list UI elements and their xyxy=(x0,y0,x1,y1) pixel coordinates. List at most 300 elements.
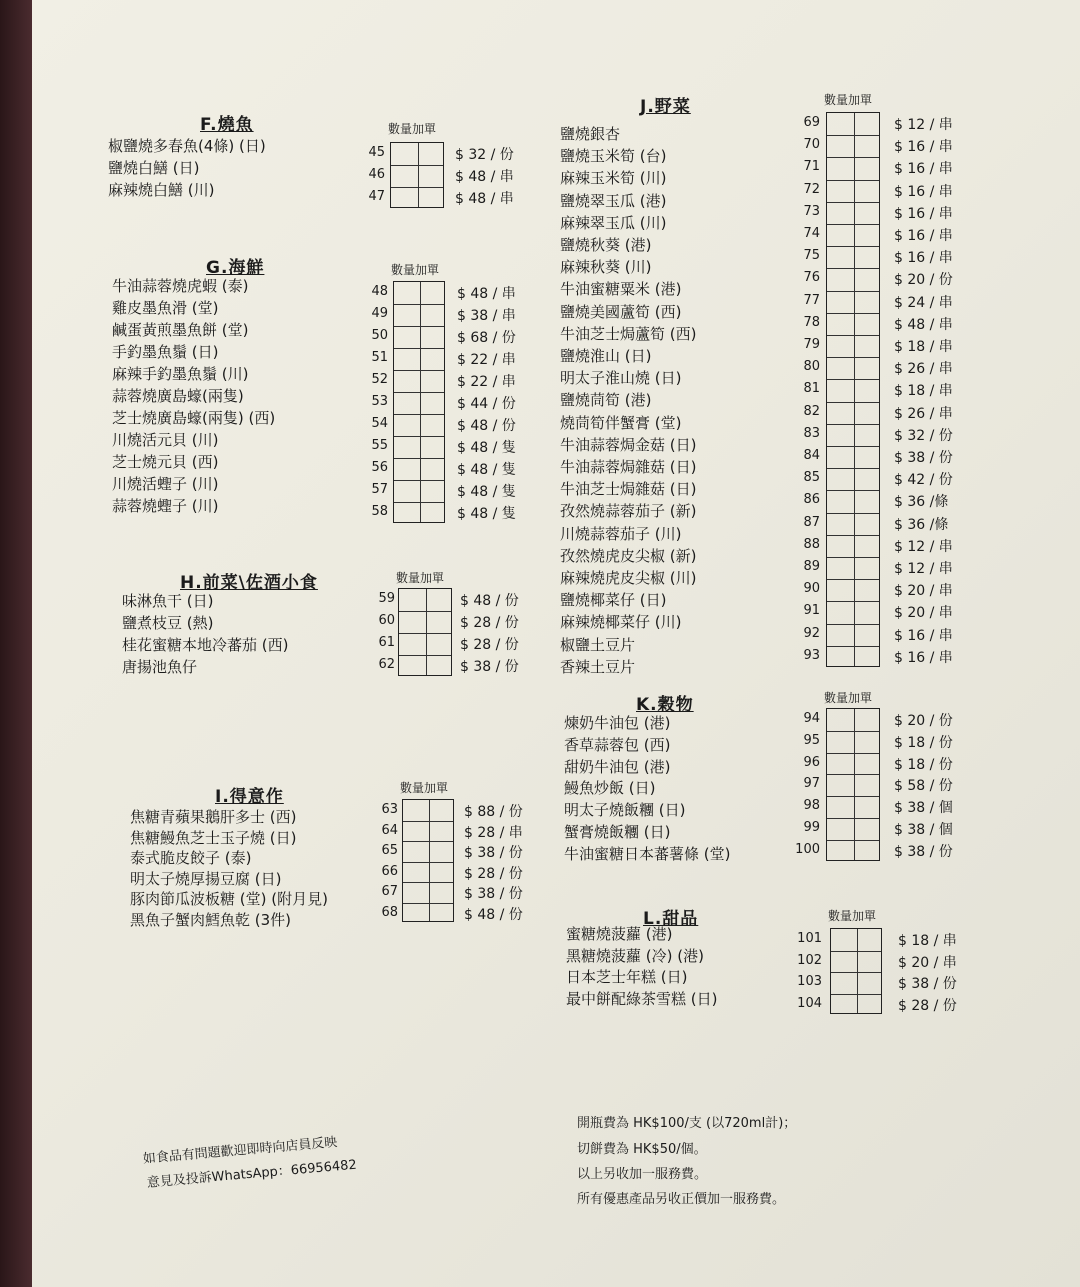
quantity-cell[interactable] xyxy=(402,840,428,861)
quantity-cell[interactable] xyxy=(853,730,880,752)
quantity-cell[interactable] xyxy=(826,645,853,667)
discount-service-note: 所有優惠產品另收正價加一服務費。 xyxy=(577,1192,786,1207)
menu-item-price: $ 26 / 串 xyxy=(894,361,953,378)
quantity-cell[interactable] xyxy=(826,839,853,861)
menu-item-number: 97 xyxy=(803,776,820,792)
quantity-cell[interactable] xyxy=(853,267,880,289)
quantity-cell[interactable] xyxy=(853,290,880,312)
quantity-cell[interactable] xyxy=(428,840,454,861)
table-edge xyxy=(0,0,32,1287)
quantity-cell[interactable] xyxy=(826,378,853,400)
menu-item-name: 川燒活蟶子 (川) xyxy=(112,475,219,493)
quantity-cell[interactable] xyxy=(853,223,880,245)
quantity-cell[interactable] xyxy=(826,578,853,600)
menu-item-number: 93 xyxy=(803,647,820,663)
menu-item-name: 鹽燒翠玉瓜 (港) xyxy=(560,191,667,210)
quantity-cell[interactable] xyxy=(853,445,880,467)
menu-item-name: 黑魚子蟹肉鱈魚乾 (3件) xyxy=(130,910,292,929)
menu-item-price: $ 16 / 串 xyxy=(894,183,953,200)
menu-item-number: 80 xyxy=(803,359,820,375)
menu-item-name: 黑糖燒菠蘿 (冷) (港) xyxy=(566,946,704,965)
quantity-cell[interactable] xyxy=(390,186,417,208)
section-title-f: F.燒魚 xyxy=(200,115,254,135)
menu-item-name: 麻辣秋葵 (川) xyxy=(560,258,652,277)
menu-item-name: 鹽燒白鱔 (日) xyxy=(108,159,200,177)
menu-item-name: 芝士燒廣島蠔(兩隻) (西) xyxy=(112,409,276,427)
menu-item-number: 64 xyxy=(381,822,398,838)
menu-item-name: 麻辣燒椰菜仔 (川) xyxy=(560,613,682,632)
menu-item-name: 牛油蒜蓉燒虎蝦 (泰) xyxy=(112,277,249,295)
service-charge-note: 以上另收加一服務費。 xyxy=(577,1167,708,1182)
quantity-cell[interactable] xyxy=(856,950,882,972)
menu-item-number: 49 xyxy=(371,306,388,321)
menu-item-price: $ 18 / 串 xyxy=(898,933,957,949)
menu-item-price: $ 48 / 隻 xyxy=(457,484,516,500)
menu-item-price: $ 48 / 串 xyxy=(457,286,516,302)
menu-item-number: 87 xyxy=(803,514,820,530)
menu-item-name: 明太子燒厚揚豆腐 (日) xyxy=(130,869,282,888)
menu-item-number: 91 xyxy=(803,603,820,619)
quantity-cell[interactable] xyxy=(393,281,419,303)
quantity-cell[interactable] xyxy=(830,928,856,950)
menu-item-price: $ 18 / 份 xyxy=(894,734,953,751)
menu-item-number: 68 xyxy=(381,904,398,920)
quantity-cell[interactable] xyxy=(826,156,853,178)
menu-item-price: $ 18 / 串 xyxy=(894,339,953,355)
quantity-cell[interactable] xyxy=(853,378,880,400)
quantity-cell[interactable] xyxy=(826,600,853,622)
menu-item-price: $ 28 / 串 xyxy=(464,824,523,841)
quantity-cell[interactable] xyxy=(856,928,882,950)
menu-item-number: 77 xyxy=(803,292,820,308)
menu-item-number: 102 xyxy=(797,952,822,968)
menu-item-price: $ 38 / 份 xyxy=(460,659,519,675)
quantity-cell[interactable] xyxy=(853,334,880,356)
quantity-cell[interactable] xyxy=(419,413,445,435)
menu-item-price: $ 38 / 個 xyxy=(894,822,953,838)
menu-item-name: 鹽煮枝豆 (熱) xyxy=(122,614,214,632)
menu-item-name: 麻辣翠玉瓜 (川) xyxy=(560,213,667,232)
menu-item-name: 泰式脆皮餃子 (泰) xyxy=(130,849,252,867)
menu-item-number: 48 xyxy=(371,284,388,299)
menu-item-price: $ 38 / 份 xyxy=(898,976,957,992)
quantity-cell[interactable] xyxy=(853,600,880,622)
menu-item-name: 牛油蜜糖粟米 (港) xyxy=(560,280,682,299)
menu-item-price: $ 16 / 串 xyxy=(894,627,953,644)
quantity-cell[interactable] xyxy=(853,356,880,378)
quantity-cell[interactable] xyxy=(826,817,853,839)
menu-item-name: 明太子淮山燒 (日) xyxy=(560,369,682,388)
menu-item-name: 麻辣手釣墨魚鬚 (川) xyxy=(112,365,249,383)
menu-item-number: 85 xyxy=(803,470,820,486)
menu-item-name: 雞皮墨魚滑 (堂) xyxy=(112,299,219,317)
menu-item-name: 甜奶牛油包 (港) xyxy=(564,757,671,776)
quantity-cell[interactable] xyxy=(853,401,880,423)
quantity-cell[interactable] xyxy=(853,245,880,267)
quantity-cell[interactable] xyxy=(826,556,853,578)
menu-item-name: 鹽燒淮山 (日) xyxy=(560,347,652,365)
quantity-cell[interactable] xyxy=(398,588,425,610)
menu-item-name: 燒茼筍伴蟹膏 (堂) xyxy=(560,413,682,432)
quantity-cell[interactable] xyxy=(419,391,445,413)
menu-item-price: $ 32 / 份 xyxy=(894,427,953,444)
menu-item-number: 96 xyxy=(803,754,820,770)
quantity-cell[interactable] xyxy=(425,654,452,676)
menu-item-name: 蜜糖燒菠蘿 (港) xyxy=(566,925,673,943)
quantity-cell[interactable] xyxy=(826,401,853,423)
section-title-j: J.野菜 xyxy=(640,97,691,117)
section-title-h: H.前菜\佐酒小食 xyxy=(180,573,318,593)
menu-item-price: $ 16 / 串 xyxy=(894,649,953,666)
menu-item-name: 芝士燒元貝 (西) xyxy=(112,453,219,471)
menu-item-price: $ 38 / 個 xyxy=(894,800,953,817)
quantity-cell[interactable] xyxy=(428,799,454,820)
menu-item-price: $ 18 / 串 xyxy=(894,383,953,400)
quantity-cell[interactable] xyxy=(393,501,419,523)
quantity-cell[interactable] xyxy=(393,369,419,391)
quantity-cell[interactable] xyxy=(419,457,445,479)
menu-item-number: 58 xyxy=(371,504,388,519)
quantity-label-i: 數量加單 xyxy=(400,781,449,795)
menu-item-number: 65 xyxy=(381,843,398,858)
menu-item-price: $ 38 / 份 xyxy=(464,886,523,902)
menu-item-price: $ 28 / 份 xyxy=(460,637,519,653)
quantity-cell[interactable] xyxy=(393,325,419,347)
menu-item-number: 95 xyxy=(803,732,820,748)
quantity-cell[interactable] xyxy=(398,610,425,632)
menu-item-number: 70 xyxy=(803,137,820,153)
quantity-cell[interactable] xyxy=(830,950,856,972)
menu-item-number: 89 xyxy=(803,559,820,574)
quantity-cell[interactable] xyxy=(826,467,853,489)
quantity-cell[interactable] xyxy=(826,623,853,645)
quantity-cell[interactable] xyxy=(425,632,452,654)
menu-item-price: $ 48 / 串 xyxy=(894,316,953,333)
quantity-cell[interactable] xyxy=(398,654,425,676)
quantity-cell[interactable] xyxy=(856,971,882,993)
quantity-cell[interactable] xyxy=(853,134,880,156)
quantity-cell[interactable] xyxy=(402,820,428,841)
menu-item-price: $ 28 / 份 xyxy=(464,865,523,882)
menu-item-name: 牛油芝士焗雜菇 (日) xyxy=(560,480,697,499)
quantity-cell[interactable] xyxy=(402,902,428,923)
quantity-cell[interactable] xyxy=(393,347,419,369)
menu-item-number: 86 xyxy=(803,492,820,508)
menu-item-price: $ 36 /條 xyxy=(894,516,949,533)
quantity-cell[interactable] xyxy=(853,623,880,645)
quantity-cell[interactable] xyxy=(853,112,880,134)
menu-item-name: 牛油蜜糖日本蕃薯條 (堂) xyxy=(564,844,731,863)
quantity-cell[interactable] xyxy=(398,632,425,654)
menu-item-number: 63 xyxy=(381,802,398,817)
menu-item-price: $ 12 / 串 xyxy=(894,538,953,555)
quantity-cell[interactable] xyxy=(393,303,419,325)
menu-item-number: 53 xyxy=(371,394,388,409)
menu-item-price: $ 20 / 份 xyxy=(894,713,953,729)
menu-item-number: 99 xyxy=(803,820,820,835)
quantity-cell[interactable] xyxy=(853,156,880,178)
menu-item-name: 牛油蒜蓉焗雜菇 (日) xyxy=(560,458,697,476)
section-title-l: L.甜品 xyxy=(643,909,699,929)
menu-item-name: 牛油芝士焗蘆筍 (西) xyxy=(560,324,697,343)
menu-item-number: 88 xyxy=(803,536,820,552)
menu-item-price: $ 16 / 串 xyxy=(894,139,953,156)
menu-item-number: 81 xyxy=(803,381,820,397)
menu-item-price: $ 20 / 串 xyxy=(894,605,953,622)
quantity-cell[interactable] xyxy=(853,489,880,511)
quantity-cell[interactable] xyxy=(853,839,880,861)
menu-item-price: $ 48 / 份 xyxy=(460,593,519,609)
menu-item-price: $ 20 / 串 xyxy=(894,583,953,600)
menu-item-number: 47 xyxy=(368,189,385,204)
quantity-cell[interactable] xyxy=(390,142,417,164)
quantity-cell[interactable] xyxy=(419,325,445,347)
menu-item-number: 69 xyxy=(803,115,820,130)
quantity-cell[interactable] xyxy=(830,971,856,993)
quantity-cell[interactable] xyxy=(402,881,428,902)
quantity-cell[interactable] xyxy=(428,881,454,902)
quantity-cell[interactable] xyxy=(393,391,419,413)
quantity-cell[interactable] xyxy=(419,369,445,391)
quantity-cell[interactable] xyxy=(417,186,444,208)
quantity-cell[interactable] xyxy=(853,752,880,774)
menu-item-number: 100 xyxy=(795,841,820,857)
quantity-cell[interactable] xyxy=(853,312,880,334)
menu-item-number: 79 xyxy=(803,337,820,352)
menu-item-number: 60 xyxy=(378,613,395,628)
feedback-note-1: 如食品有問題歡迎即時向店員反映 xyxy=(142,1134,338,1167)
menu-item-number: 73 xyxy=(803,203,820,219)
menu-item-number: 46 xyxy=(368,167,385,182)
menu-item-number: 98 xyxy=(803,798,820,814)
menu-item-name: 川燒活元貝 (川) xyxy=(112,431,219,449)
menu-item-price: $ 88 / 份 xyxy=(464,804,523,820)
section-title-i: I.得意作 xyxy=(215,787,284,807)
menu-item-name: 蟹膏燒飯糰 (日) xyxy=(564,823,671,841)
menu-item-price: $ 36 /條 xyxy=(894,494,949,511)
menu-item-name: 孜然燒蒜蓉茄子 (新) xyxy=(560,502,697,521)
menu-item-number: 62 xyxy=(378,657,395,672)
menu-item-name: 鹹蛋黃煎墨魚餅 (堂) xyxy=(112,321,249,339)
menu-item-number: 67 xyxy=(381,884,398,899)
menu-item-number: 90 xyxy=(803,581,820,597)
quantity-cell[interactable] xyxy=(826,423,853,445)
quantity-cell[interactable] xyxy=(826,179,853,201)
quantity-cell[interactable] xyxy=(826,201,853,223)
menu-item-number: 72 xyxy=(803,181,820,197)
menu-item-number: 104 xyxy=(797,995,822,1011)
quantity-cell[interactable] xyxy=(419,347,445,369)
menu-item-number: 84 xyxy=(803,448,820,463)
quantity-cell[interactable] xyxy=(419,435,445,457)
menu-item-price: $ 38 / 份 xyxy=(464,845,523,861)
menu-item-number: 50 xyxy=(371,328,388,343)
quantity-cell[interactable] xyxy=(853,708,880,730)
quantity-cell[interactable] xyxy=(826,334,853,356)
quantity-cell[interactable] xyxy=(417,164,444,186)
quantity-label-l: 數量加單 xyxy=(828,909,877,923)
menu-item-number: 92 xyxy=(803,625,820,641)
menu-item-name: 川燒蒜蓉茄子 (川) xyxy=(560,524,682,543)
menu-item-name: 椒鹽土豆片 xyxy=(560,635,636,654)
quantity-cell[interactable] xyxy=(826,312,853,334)
menu-item-name: 蒜蓉燒蟶子 (川) xyxy=(112,497,219,515)
quantity-cell[interactable] xyxy=(826,512,853,534)
menu-item-name: 味淋魚干 (日) xyxy=(122,592,214,610)
menu-item-name: 牛油蒜蓉焗金菇 (日) xyxy=(560,435,697,454)
menu-item-price: $ 48 / 隻 xyxy=(457,506,516,522)
menu-item-name: 鹽燒玉米筍 (台) xyxy=(560,147,667,166)
quantity-cell[interactable] xyxy=(826,730,853,752)
menu-item-number: 57 xyxy=(371,482,388,497)
menu-item-number: 54 xyxy=(371,416,388,431)
quantity-cell[interactable] xyxy=(428,861,454,882)
menu-item-price: $ 38 / 串 xyxy=(457,308,516,324)
menu-item-name: 手釣墨魚鬚 (日) xyxy=(112,343,219,361)
menu-item-number: 103 xyxy=(797,974,822,989)
quantity-cell[interactable] xyxy=(402,861,428,882)
menu-item-price: $ 20 / 串 xyxy=(898,954,957,971)
menu-item-number: 61 xyxy=(378,635,395,650)
menu-item-name: 鹽燒美國蘆筍 (西) xyxy=(560,302,682,321)
quantity-cell[interactable] xyxy=(853,423,880,445)
menu-item-price: $ 24 / 串 xyxy=(894,294,953,311)
menu-item-price: $ 48 / 份 xyxy=(464,906,523,923)
menu-item-name: 鹽燒椰菜仔 (日) xyxy=(560,591,667,610)
menu-item-price: $ 48 / 隻 xyxy=(457,440,516,456)
quantity-cell[interactable] xyxy=(419,501,445,523)
quantity-cell[interactable] xyxy=(826,223,853,245)
menu-item-number: 76 xyxy=(803,270,820,286)
quantity-cell[interactable] xyxy=(393,413,419,435)
quantity-cell[interactable] xyxy=(826,112,853,134)
menu-item-price: $ 38 / 份 xyxy=(894,843,953,860)
menu-item-number: 52 xyxy=(371,372,388,387)
quantity-cell[interactable] xyxy=(419,281,445,303)
quantity-cell[interactable] xyxy=(853,773,880,795)
menu-item-name: 椒鹽燒多春魚(4條) (日) xyxy=(108,137,266,155)
quantity-cell[interactable] xyxy=(826,534,853,556)
quantity-cell[interactable] xyxy=(826,290,853,312)
menu-item-price: $ 16 / 串 xyxy=(894,250,953,267)
quantity-cell[interactable] xyxy=(853,795,880,817)
quantity-cell[interactable] xyxy=(393,479,419,501)
menu-item-price: $ 48 / 串 xyxy=(455,169,514,185)
quantity-cell[interactable] xyxy=(826,773,853,795)
menu-item-price: $ 22 / 串 xyxy=(457,374,516,390)
menu-item-price: $ 28 / 份 xyxy=(460,615,519,631)
menu-item-name: 日本芝士年糕 (日) xyxy=(566,968,688,986)
quantity-label-k: 數量加單 xyxy=(824,691,873,705)
menu-item-price: $ 58 / 份 xyxy=(894,778,953,795)
menu-item-name: 煉奶牛油包 (港) xyxy=(564,714,671,732)
menu-item-price: $ 12 / 串 xyxy=(894,117,953,133)
menu-item-price: $ 48 / 隻 xyxy=(457,462,516,478)
menu-item-number: 51 xyxy=(371,350,388,365)
quantity-cell[interactable] xyxy=(419,303,445,325)
quantity-cell[interactable] xyxy=(826,708,853,730)
quantity-cell[interactable] xyxy=(393,435,419,457)
menu-item-number: 66 xyxy=(381,863,398,879)
menu-item-name: 焦糖青蘋果鵝肝多士 (西) xyxy=(130,808,297,826)
menu-item-number: 74 xyxy=(803,226,820,241)
menu-item-price: $ 48 / 串 xyxy=(455,191,514,207)
menu-item-price: $ 28 / 份 xyxy=(898,997,957,1014)
quantity-cell[interactable] xyxy=(826,489,853,511)
menu-item-name: 香草蒜蓉包 (西) xyxy=(564,735,671,754)
menu-item-number: 94 xyxy=(803,711,820,726)
quantity-cell[interactable] xyxy=(425,610,452,632)
menu-item-name: 鹽燒秋葵 (港) xyxy=(560,236,652,254)
quantity-cell[interactable] xyxy=(428,902,454,923)
quantity-cell[interactable] xyxy=(853,534,880,556)
quantity-cell[interactable] xyxy=(830,993,856,1015)
menu-item-name: 蒜蓉燒廣島蠔(兩隻) xyxy=(112,387,244,405)
quantity-cell[interactable] xyxy=(428,820,454,841)
menu-item-name: 孜然燒虎皮尖椒 (新) xyxy=(560,546,697,565)
menu-item-name: 麻辣燒虎皮尖椒 (川) xyxy=(560,569,697,587)
quantity-cell[interactable] xyxy=(826,795,853,817)
quantity-cell[interactable] xyxy=(826,245,853,267)
quantity-cell[interactable] xyxy=(853,578,880,600)
quantity-cell[interactable] xyxy=(826,134,853,156)
cake-cutting-note: 切餅費為 HK$50/個。 xyxy=(577,1142,707,1157)
quantity-cell[interactable] xyxy=(853,556,880,578)
menu-item-number: 59 xyxy=(378,591,395,606)
quantity-cell[interactable] xyxy=(853,467,880,489)
quantity-cell[interactable] xyxy=(419,479,445,501)
quantity-cell[interactable] xyxy=(853,512,880,534)
menu-item-number: 82 xyxy=(803,403,820,419)
menu-item-price: $ 32 / 份 xyxy=(455,147,514,163)
quantity-cell[interactable] xyxy=(402,799,428,820)
quantity-cell[interactable] xyxy=(826,752,853,774)
menu-item-price: $ 22 / 串 xyxy=(457,352,516,368)
menu-item-name: 豚肉節瓜波板糖 (堂) (附月見) xyxy=(130,890,328,908)
quantity-cell[interactable] xyxy=(826,267,853,289)
menu-item-name: 麻辣玉米筍 (川) xyxy=(560,169,667,188)
menu-item-number: 56 xyxy=(371,460,388,475)
menu-item-name: 鹽燒銀杏 xyxy=(560,125,621,143)
menu-item-name: 最中餅配綠茶雪糕 (日) xyxy=(566,989,718,1008)
quantity-label-g: 數量加單 xyxy=(391,263,440,277)
quantity-cell[interactable] xyxy=(826,445,853,467)
menu-item-number: 75 xyxy=(803,248,820,264)
quantity-cell[interactable] xyxy=(853,817,880,839)
quantity-cell[interactable] xyxy=(425,588,452,610)
quantity-cell[interactable] xyxy=(856,993,882,1015)
quantity-label-j: 數量加單 xyxy=(824,93,873,107)
menu-item-number: 45 xyxy=(368,145,385,160)
quantity-cell[interactable] xyxy=(853,179,880,201)
menu-item-name: 麻辣燒白鱔 (川) xyxy=(108,181,215,199)
menu-item-price: $ 16 / 串 xyxy=(894,205,953,222)
menu-item-number: 101 xyxy=(797,931,822,946)
menu-item-name: 香辣土豆片 xyxy=(560,657,636,676)
menu-item-price: $ 42 / 份 xyxy=(894,472,953,489)
quantity-cell[interactable] xyxy=(417,142,444,164)
quantity-cell[interactable] xyxy=(393,457,419,479)
menu-item-number: 71 xyxy=(803,159,820,175)
quantity-cell[interactable] xyxy=(853,645,880,667)
menu-item-price: $ 16 / 串 xyxy=(894,228,953,244)
quantity-cell[interactable] xyxy=(853,201,880,223)
menu-item-number: 55 xyxy=(371,438,388,453)
quantity-cell[interactable] xyxy=(826,356,853,378)
quantity-cell[interactable] xyxy=(390,164,417,186)
menu-item-name: 鹽燒茼筍 (港) xyxy=(560,391,652,410)
corkage-note: 開瓶費為 HK$100/支 (以720ml計)； xyxy=(577,1116,797,1131)
